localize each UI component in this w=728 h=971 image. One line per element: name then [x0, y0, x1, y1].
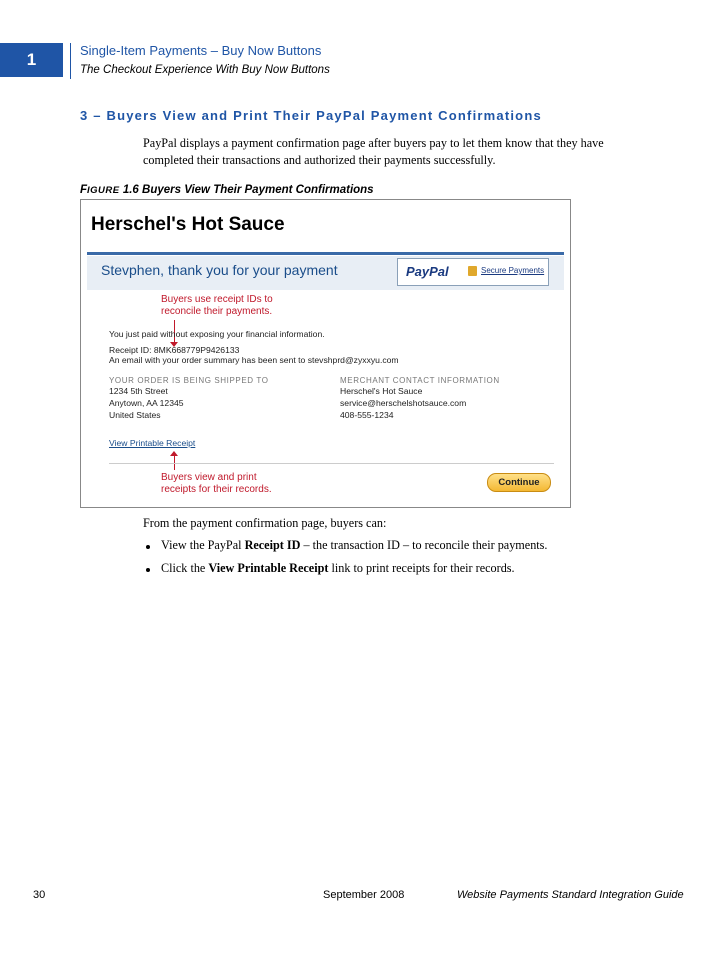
bullet-2-pre: Click the — [161, 561, 209, 575]
shipping-heading: YOUR ORDER IS BEING SHIPPED TO — [109, 376, 269, 385]
email-line: An email with your order summary has been sent to stevshprd@zyxxyu.com — [109, 355, 399, 365]
annotation-receipt — [161, 294, 273, 318]
thanks-message: Stevphen, thank you for your payment — [101, 262, 338, 278]
secure-payments-link[interactable]: Secure Payments — [481, 266, 545, 275]
view-printable-receipt-link[interactable]: View Printable Receipt — [109, 438, 196, 448]
continue-button[interactable]: Continue — [487, 473, 551, 492]
bullet-icon — [146, 568, 150, 572]
annotation-receipt-line-1: Buyers use receipt IDs to — [161, 294, 273, 305]
caption-text: Buyers View Their Payment Confirmations — [142, 184, 374, 196]
figure-separator — [109, 463, 554, 464]
ship-line-1: 1234 5th Street — [109, 386, 168, 396]
intro-line-1: PayPal displays a payment confirmation page after buyers pay to let them know that they have — [143, 136, 604, 150]
section-title: 3 – Buyers View and Print Their PayPal Payment Confirmations — [80, 108, 542, 123]
annotation-receipt-line-2: reconcile their payments. — [161, 306, 273, 317]
caption-number: 1.6 — [122, 184, 139, 196]
annotation-print-line-2: receipts for their records. — [161, 484, 272, 495]
annotation-print — [161, 472, 272, 496]
chapter-subtitle: The Checkout Experience With Buy Now Buttons — [80, 64, 330, 76]
chapter-number: 1 — [26, 50, 37, 69]
receipt-id: Receipt ID: 8MK668779P9426133 — [109, 345, 240, 355]
bullet-2-post: link to print receipts for their records. — [328, 561, 515, 575]
bullet-1-post: – the transaction ID – to reconcile their payments. — [300, 538, 548, 552]
merchant-name: Herschel's Hot Sauce — [91, 214, 285, 235]
merchant-line-1: Herschel's Hot Sauce — [340, 386, 423, 396]
ship-line-3: United States — [109, 410, 161, 420]
footer-guide-title: Website Payments Standard Integration Guide — [457, 889, 684, 901]
bullet-item-printable-receipt — [161, 561, 515, 576]
ship-line-2: Anytown, AA 12345 — [109, 398, 184, 408]
chapter-title: Single-Item Payments – Buy Now Buttons — [80, 43, 322, 58]
confirmation-figure — [80, 199, 571, 508]
bullet-2-bold: View Printable Receipt — [208, 561, 329, 575]
lock-icon — [468, 266, 477, 276]
merchant-line-3: 408-555-1234 — [340, 410, 394, 420]
merchant-line-2: service@herschelshotsauce.com — [340, 398, 467, 408]
bullet-item-receipt-id — [161, 538, 547, 553]
merchant-contact-heading: MERCHANT CONTACT INFORMATION — [340, 376, 500, 385]
intro-paragraph — [143, 135, 663, 169]
figure-rule — [87, 252, 564, 255]
paid-text: You just paid without exposing your financial information. — [109, 329, 325, 339]
caption-small: IGURE — [87, 185, 120, 196]
page-number: 30 — [33, 889, 46, 901]
caption-prefix: F — [80, 184, 88, 196]
paypal-logo: PayPal — [406, 264, 449, 279]
bullet-1-bold: Receipt ID — [244, 538, 301, 552]
paypal-badge — [397, 258, 549, 286]
footer-date: September 2008 — [323, 889, 405, 901]
chapter-tab — [0, 43, 63, 77]
annotation-print-line-1: Buyers view and print — [161, 472, 257, 483]
bullet-icon — [146, 545, 150, 549]
intro-line-2: completed their transactions and authorized their payments successfully. — [143, 153, 496, 167]
figure-caption — [80, 184, 374, 196]
body-lead: From the payment confirmation page, buyers can: — [143, 516, 387, 530]
bullet-1-pre: View the PayPal — [161, 538, 245, 552]
header-rule — [70, 43, 71, 79]
